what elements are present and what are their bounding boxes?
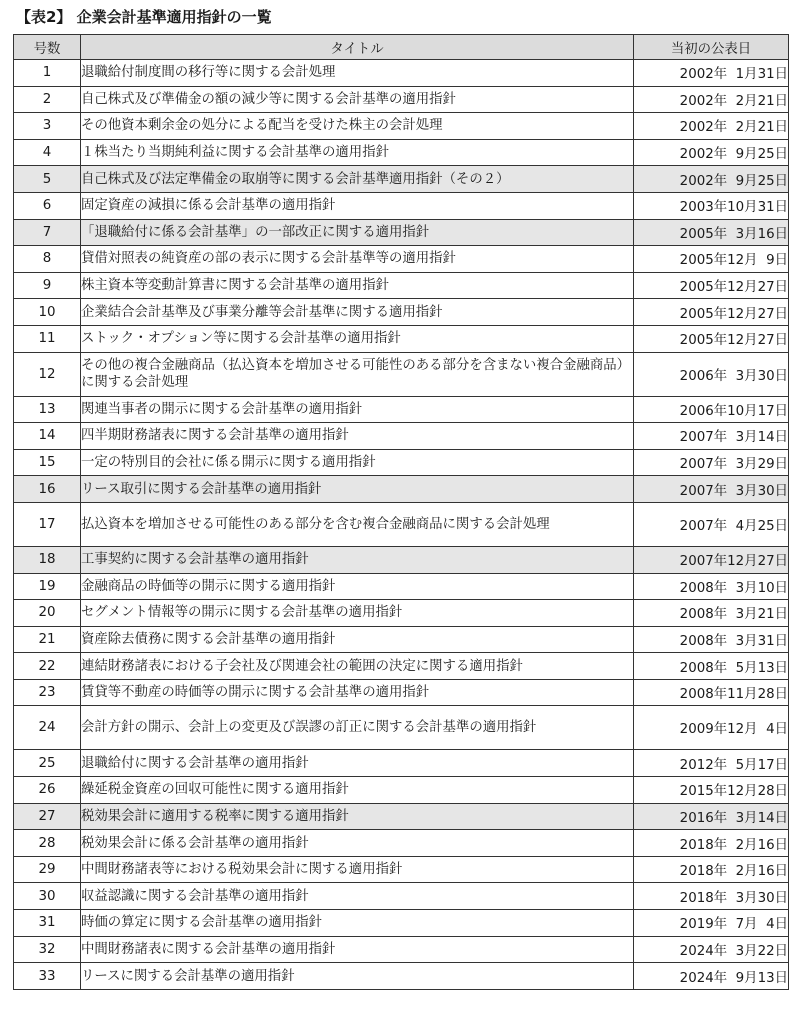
table-row (14, 679, 789, 706)
row-title: 関連当事者の開示に関する会計基準の適用指針 (81, 396, 634, 423)
row-number: 16 (14, 476, 81, 503)
row-number: 8 (14, 246, 81, 273)
row-number: 18 (14, 546, 81, 573)
table-row (14, 352, 789, 396)
row-number: 21 (14, 626, 81, 653)
row-title: 連結財務諸表における子会社及び関連会社の範囲の決定に関する適用指針 (81, 653, 634, 680)
row-date: 2024年 9月13日 (634, 963, 789, 990)
row-date: 2007年 3月30日 (634, 476, 789, 503)
table-row (14, 830, 789, 857)
table-row (14, 449, 789, 476)
table-row (14, 86, 789, 113)
row-date: 2015年12月28日 (634, 777, 789, 804)
guidance-table (13, 34, 789, 990)
row-title: 四半期財務諸表に関する会計基準の適用指針 (81, 423, 634, 450)
table-row (14, 600, 789, 627)
table-row (14, 706, 789, 750)
row-date: 2008年 3月31日 (634, 626, 789, 653)
row-title: 資産除去債務に関する会計基準の適用指針 (81, 626, 634, 653)
table-row (14, 299, 789, 326)
table-row (14, 139, 789, 166)
row-number: 14 (14, 423, 81, 450)
row-title: 払込資本を増加させる可能性のある部分を含む複合金融商品に関する会計処理 (81, 502, 634, 546)
row-title: 企業結合会計基準及び事業分離等会計基準に関する適用指針 (81, 299, 634, 326)
row-number: 29 (14, 856, 81, 883)
header-date: 当初の公表日 (634, 35, 789, 60)
row-date: 2005年12月27日 (634, 272, 789, 299)
row-date: 2002年 9月25日 (634, 166, 789, 193)
row-title: 貸借対照表の純資産の部の表示に関する会計基準等の適用指針 (81, 246, 634, 273)
header-row (14, 35, 789, 60)
table-row (14, 166, 789, 193)
row-date: 2024年 3月22日 (634, 936, 789, 963)
row-date: 2008年 3月10日 (634, 573, 789, 600)
row-number: 32 (14, 936, 81, 963)
row-title: 収益認識に関する会計基準の適用指針 (81, 883, 634, 910)
row-number: 17 (14, 502, 81, 546)
row-title: 賃貸等不動産の時価等の開示に関する会計基準の適用指針 (81, 679, 634, 706)
row-title: 退職給付に関する会計基準の適用指針 (81, 750, 634, 777)
table-row (14, 423, 789, 450)
row-number: 12 (14, 352, 81, 396)
table-row (14, 219, 789, 246)
row-number: 4 (14, 139, 81, 166)
row-number: 1 (14, 60, 81, 87)
row-date: 2008年 3月21日 (634, 600, 789, 627)
row-title: 「退職給付に係る会計基準」の一部改正に関する適用指針 (81, 219, 634, 246)
row-date: 2016年 3月14日 (634, 803, 789, 830)
row-date: 2005年12月27日 (634, 299, 789, 326)
row-title: 繰延税金資産の回収可能性に関する適用指針 (81, 777, 634, 804)
row-number: 26 (14, 777, 81, 804)
row-date: 2007年 4月25日 (634, 502, 789, 546)
row-date: 2008年11月28日 (634, 679, 789, 706)
row-title: 固定資産の減損に係る会計基準の適用指針 (81, 192, 634, 219)
row-number: 30 (14, 883, 81, 910)
row-title: 中間財務諸表等における税効果会計に関する適用指針 (81, 856, 634, 883)
row-title: 退職給付制度間の移行等に関する会計処理 (81, 60, 634, 87)
row-title: ストック・オプション等に関する会計基準の適用指針 (81, 325, 634, 352)
table-row (14, 936, 789, 963)
row-number: 20 (14, 600, 81, 627)
row-title: 自己株式及び準備金の額の減少等に関する会計基準の適用指針 (81, 86, 634, 113)
table-row (14, 272, 789, 299)
row-number: 7 (14, 219, 81, 246)
row-date: 2018年 2月16日 (634, 856, 789, 883)
table-row (14, 777, 789, 804)
row-date: 2018年 2月16日 (634, 830, 789, 857)
row-date: 2005年12月27日 (634, 325, 789, 352)
row-title: 株主資本等変動計算書に関する会計基準の適用指針 (81, 272, 634, 299)
table-body (14, 60, 789, 990)
row-number: 22 (14, 653, 81, 680)
row-number: 5 (14, 166, 81, 193)
row-number: 25 (14, 750, 81, 777)
table-row (14, 502, 789, 546)
row-date: 2008年 5月13日 (634, 653, 789, 680)
row-date: 2007年 3月29日 (634, 449, 789, 476)
row-title: 工事契約に関する会計基準の適用指針 (81, 546, 634, 573)
row-number: 2 (14, 86, 81, 113)
row-title: 金融商品の時価等の開示に関する適用指針 (81, 573, 634, 600)
row-number: 6 (14, 192, 81, 219)
row-date: 2002年 2月21日 (634, 113, 789, 140)
row-number: 13 (14, 396, 81, 423)
row-number: 10 (14, 299, 81, 326)
row-title: 一定の特別目的会社に係る開示に関する適用指針 (81, 449, 634, 476)
row-date: 2007年 3月14日 (634, 423, 789, 450)
row-date: 2012年 5月17日 (634, 750, 789, 777)
table-row (14, 113, 789, 140)
row-number: 24 (14, 706, 81, 750)
row-title: セグメント情報等の開示に関する会計基準の適用指針 (81, 600, 634, 627)
header-title: タイトル (81, 35, 634, 60)
row-date: 2003年10月31日 (634, 192, 789, 219)
table-row (14, 396, 789, 423)
row-number: 19 (14, 573, 81, 600)
table-row (14, 192, 789, 219)
table-row (14, 856, 789, 883)
row-date: 2002年 9月25日 (634, 139, 789, 166)
row-title: 中間財務諸表に関する会計基準の適用指針 (81, 936, 634, 963)
table-row (14, 963, 789, 990)
row-title: リースに関する会計基準の適用指針 (81, 963, 634, 990)
row-number: 28 (14, 830, 81, 857)
row-date: 2018年 3月30日 (634, 883, 789, 910)
table-row (14, 750, 789, 777)
table-row (14, 653, 789, 680)
row-title: 税効果会計に係る会計基準の適用指針 (81, 830, 634, 857)
row-date: 2006年10月17日 (634, 396, 789, 423)
row-date: 2019年 7月 4日 (634, 910, 789, 937)
table-row (14, 476, 789, 503)
row-date: 2006年 3月30日 (634, 352, 789, 396)
row-title: 時価の算定に関する会計基準の適用指針 (81, 910, 634, 937)
row-number: 11 (14, 325, 81, 352)
table-row (14, 626, 789, 653)
table-row (14, 325, 789, 352)
table-row (14, 246, 789, 273)
table-caption: 【表2】 企業会計基準適用指針の一覧 (16, 8, 272, 26)
row-date: 2005年 3月16日 (634, 219, 789, 246)
row-title: その他資本剰余金の処分による配当を受けた株主の会計処理 (81, 113, 634, 140)
row-number: 33 (14, 963, 81, 990)
row-title: リース取引に関する会計基準の適用指針 (81, 476, 634, 503)
row-date: 2002年 1月31日 (634, 60, 789, 87)
row-date: 2005年12月 9日 (634, 246, 789, 273)
row-title: 税効果会計に適用する税率に関する適用指針 (81, 803, 634, 830)
row-number: 27 (14, 803, 81, 830)
row-title: その他の複合金融商品（払込資本を増加させる可能性のある部分を含まない複合金融商品）に関する会計処理 (81, 352, 634, 396)
row-date: 2002年 2月21日 (634, 86, 789, 113)
table-row (14, 60, 789, 87)
header-number: 号数 (14, 35, 81, 60)
row-number: 3 (14, 113, 81, 140)
table-row (14, 803, 789, 830)
row-title: 会計方針の開示、会計上の変更及び誤謬の訂正に関する会計基準の適用指針 (81, 706, 634, 750)
row-number: 23 (14, 679, 81, 706)
table-row (14, 883, 789, 910)
row-title: 自己株式及び法定準備金の取崩等に関する会計基準適用指針（その２） (81, 166, 634, 193)
table-row (14, 910, 789, 937)
row-date: 2009年12月 4日 (634, 706, 789, 750)
row-number: 31 (14, 910, 81, 937)
row-date: 2007年12月27日 (634, 546, 789, 573)
table-row (14, 573, 789, 600)
table-row (14, 546, 789, 573)
row-number: 9 (14, 272, 81, 299)
row-number: 15 (14, 449, 81, 476)
row-title: １株当たり当期純利益に関する会計基準の適用指針 (81, 139, 634, 166)
